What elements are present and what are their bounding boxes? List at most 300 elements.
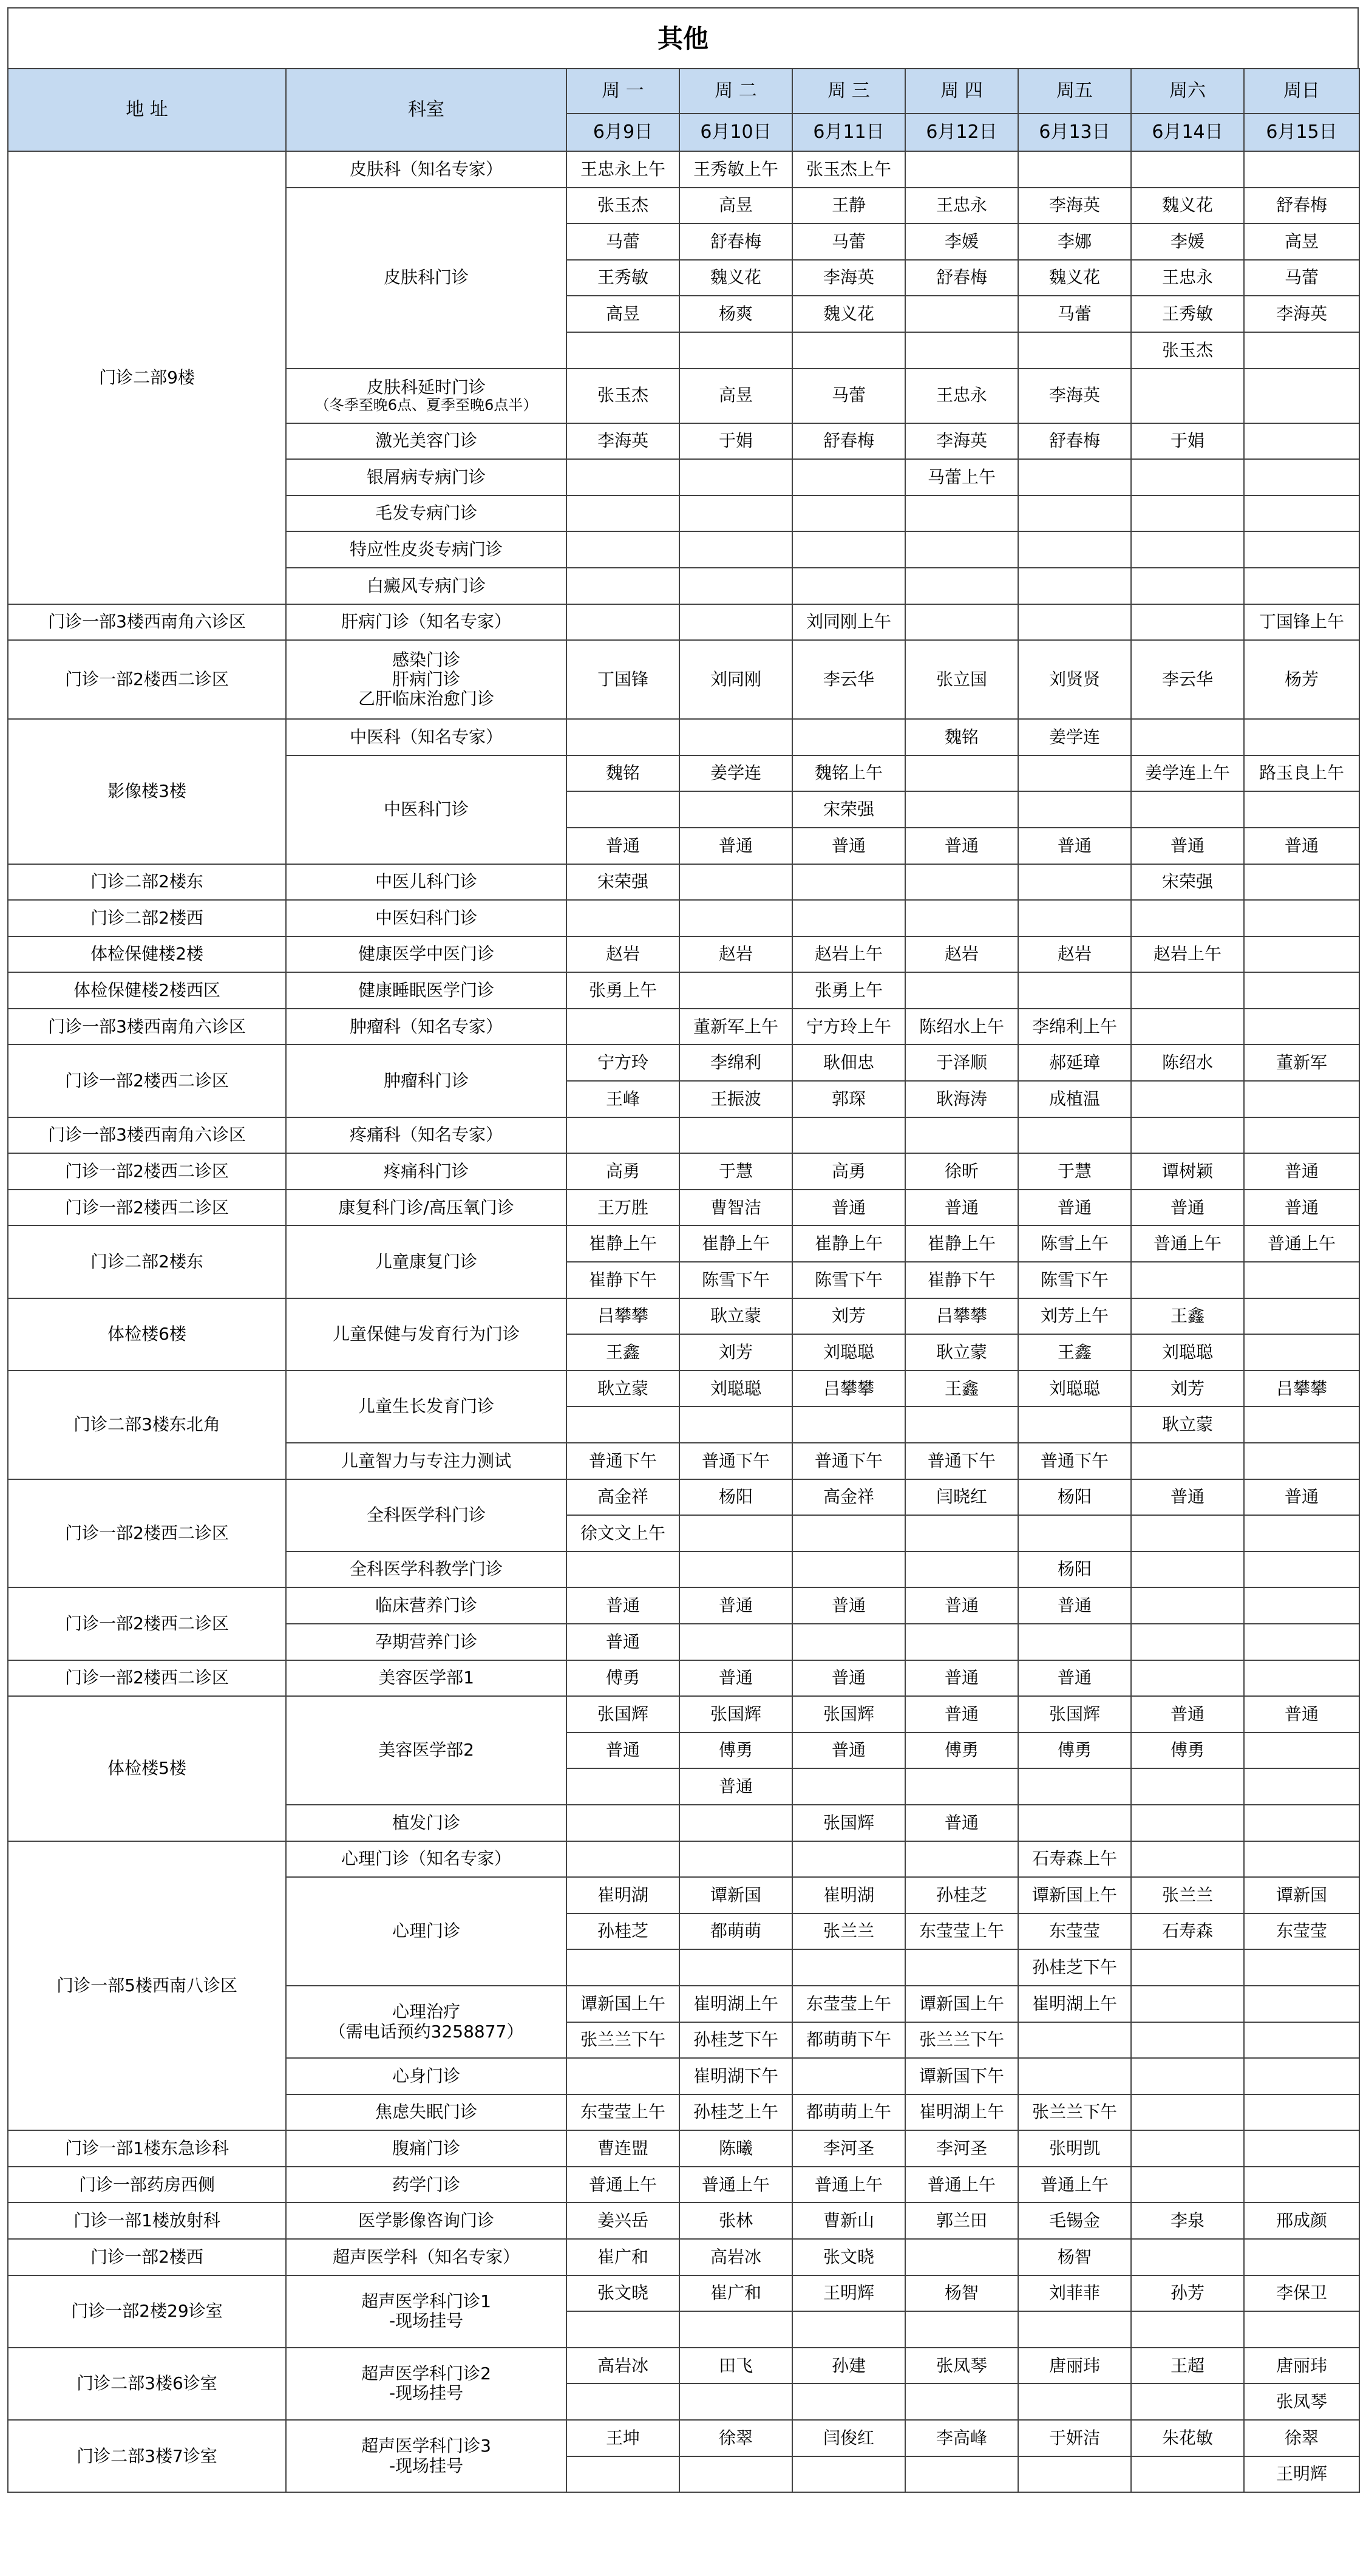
doctor-cell (905, 604, 1018, 641)
dept-cell (286, 604, 566, 641)
doctor-cell: 王鑫 (566, 1334, 679, 1371)
doctor-cell: 姜学连上午 (1131, 755, 1244, 792)
doctor-cell (1244, 369, 1359, 423)
dept-name-line: -现场挂号 (389, 2383, 464, 2404)
doctor-cell: 普通 (1131, 1190, 1244, 1226)
dept-name-line: 肝病门诊 (392, 669, 460, 690)
doctor-cell (1244, 1660, 1359, 1697)
doctor-cell: 宋荣强 (1131, 864, 1244, 901)
doctor-cell (1018, 151, 1131, 188)
doctor-cell: 普通 (792, 1587, 905, 1624)
doctor-cell: 马蕾 (792, 223, 905, 260)
doctor-cell (1244, 1624, 1359, 1660)
schedule-row (8, 1009, 1359, 1045)
doctor-cell: 高岩冰 (566, 2348, 679, 2384)
dept-name-line: 肝病门诊（知名专家） (341, 612, 511, 632)
doctor-cell: 宁方玲上午 (792, 1009, 905, 1045)
doctor-cell: 张国辉 (792, 1696, 905, 1733)
doctor-cell (905, 2239, 1018, 2275)
doctor-cell (1244, 936, 1359, 973)
doctor-cell (1131, 459, 1244, 496)
dept-name-line: 超声医学科门诊1 (361, 2291, 491, 2312)
schedule-row (8, 719, 1359, 755)
doctor-cell: 普通 (1131, 1479, 1244, 1516)
doctor-cell (1244, 1733, 1359, 1769)
doctor-cell: 李云华 (792, 640, 905, 719)
doctor-cell (566, 791, 679, 828)
doctor-cell (792, 459, 905, 496)
doctor-cell: 舒春梅 (1244, 188, 1359, 224)
doctor-cell (792, 568, 905, 604)
doctor-cell (1018, 2058, 1131, 2094)
dept-name-line: （冬季至晚6点、夏季至晚6点半） (314, 396, 538, 414)
doctor-cell (792, 1768, 905, 1805)
doctor-cell (792, 1406, 905, 1443)
doctor-cell: 吕攀攀 (792, 1371, 905, 1407)
dept-name-line: 全科医学科门诊 (366, 1505, 486, 1525)
doctor-cell (792, 2058, 905, 2094)
doctor-cell: 刘菲菲 (1018, 2275, 1131, 2312)
dept-name-line: -现场挂号 (389, 2311, 464, 2331)
doctor-cell: 普通 (1244, 1479, 1359, 1516)
doctor-cell: 李媛 (905, 223, 1018, 260)
doctor-cell: 傅勇 (1018, 1733, 1131, 1769)
doctor-cell: 郭琛 (792, 1081, 905, 1117)
doctor-cell (679, 900, 792, 936)
doctor-cell: 刘聪聪 (679, 1371, 792, 1407)
doctor-cell (1131, 1768, 1244, 1805)
doctor-cell (1244, 1081, 1359, 1117)
schedule-row (8, 1117, 1359, 1154)
doctor-cell: 普通下午 (792, 1443, 905, 1479)
doctor-cell (1018, 864, 1131, 901)
doctor-cell: 李绵利上午 (1018, 1009, 1131, 1045)
doctor-cell (1131, 568, 1244, 604)
doctor-cell: 普通 (679, 1660, 792, 1697)
dept-name-line: 焦虑失眠门诊 (375, 2102, 477, 2122)
doctor-cell: 吕攀攀 (1244, 1371, 1359, 1407)
doctor-cell (1131, 1443, 1244, 1479)
doctor-cell: 杨智 (905, 2275, 1018, 2312)
doctor-cell (1244, 864, 1359, 901)
doctor-cell: 高勇 (566, 1153, 679, 1190)
doctor-cell: 李云华 (1131, 640, 1244, 719)
doctor-cell: 孙桂芝下午 (679, 2022, 792, 2059)
doctor-cell (566, 531, 679, 568)
doctor-cell (1131, 369, 1244, 423)
doctor-cell (1131, 2383, 1244, 2420)
dept-name-line: 医学影像咨询门诊 (358, 2210, 494, 2231)
doctor-cell: 李泉 (1131, 2203, 1244, 2239)
doctor-cell: 崔明湖上午 (679, 1986, 792, 2022)
dept-name-line: 超声医学科（知名专家） (332, 2246, 520, 2267)
dept-cell (286, 755, 566, 864)
doctor-cell: 张勇上午 (566, 972, 679, 1009)
doctor-cell: 丁国锋 (566, 640, 679, 719)
doctor-cell: 张勇上午 (792, 972, 905, 1009)
doctor-cell (792, 531, 905, 568)
doctor-cell: 普通下午 (905, 1443, 1018, 1479)
doctor-cell: 崔静上午 (905, 1225, 1018, 1262)
doctor-cell: 普通 (1244, 1190, 1359, 1226)
doctor-cell (1131, 531, 1244, 568)
doctor-cell: 普通上午 (905, 2167, 1018, 2203)
doctor-cell: 普通 (905, 1660, 1018, 1697)
doctor-cell: 吕攀攀 (905, 1298, 1018, 1335)
doctor-cell: 曹连盟 (566, 2130, 679, 2167)
doctor-cell: 李媛 (1131, 223, 1244, 260)
doctor-cell (566, 332, 679, 369)
doctor-cell: 耿立蒙 (566, 1371, 679, 1407)
doctor-cell: 赵岩 (679, 936, 792, 973)
doctor-cell (1131, 1262, 1244, 1298)
doctor-cell (1018, 568, 1131, 604)
doctor-cell: 张凤琴 (1244, 2383, 1359, 2420)
doctor-cell: 普通 (566, 1733, 679, 1769)
doctor-cell (566, 1009, 679, 1045)
doctor-cell (1018, 972, 1131, 1009)
doctor-cell (1131, 2456, 1244, 2493)
address-cell: 门诊一部1楼放射科 (8, 2203, 286, 2239)
doctor-cell: 高金祥 (566, 1479, 679, 1516)
doctor-cell: 王秀敏 (1131, 296, 1244, 332)
dept-cell (286, 568, 566, 604)
doctor-cell: 邢成颜 (1244, 2203, 1359, 2239)
dept-cell (286, 459, 566, 496)
doctor-cell: 普通 (1244, 1153, 1359, 1190)
doctor-cell: 崔明湖 (566, 1877, 679, 1913)
doctor-cell: 王峰 (566, 1081, 679, 1117)
doctor-cell: 普通 (679, 828, 792, 864)
doctor-cell (792, 1117, 905, 1154)
doctor-cell: 张明凯 (1018, 2130, 1131, 2167)
doctor-cell (1131, 2022, 1244, 2059)
doctor-cell (1131, 1841, 1244, 1878)
doctor-cell: 普通 (1018, 1587, 1131, 1624)
doctor-cell: 耿立蒙 (679, 1298, 792, 1335)
dept-cell (286, 640, 566, 719)
dept-cell (286, 1877, 566, 1986)
doctor-cell: 丁国锋上午 (1244, 604, 1359, 641)
doctor-cell (1131, 2167, 1244, 2203)
doctor-cell: 舒春梅 (792, 423, 905, 460)
doctor-cell: 刘芳 (679, 1334, 792, 1371)
dept-name-line: 肿瘤科门诊 (383, 1070, 469, 1091)
dept-cell (286, 2058, 566, 2094)
dept-name-line: 康复科门诊/高压氧门诊 (338, 1197, 514, 1218)
dept-name-line: 中医科（知名专家） (349, 726, 503, 747)
doctor-cell (566, 1552, 679, 1588)
dept-name-line: 孕期营养门诊 (375, 1631, 477, 1652)
doctor-cell: 毛锡金 (1018, 2203, 1131, 2239)
schedule-table (7, 68, 1360, 2493)
doctor-cell (679, 1406, 792, 1443)
doctor-cell: 马蕾 (792, 369, 905, 423)
doctor-cell: 耿立蒙 (905, 1334, 1018, 1371)
doctor-cell: 张玉杰 (1131, 332, 1244, 369)
header-dept: 科室 (286, 69, 566, 151)
doctor-cell (905, 1515, 1018, 1552)
doctor-cell (1244, 1515, 1359, 1552)
doctor-cell: 谭新国下午 (905, 2058, 1018, 2094)
doctor-cell (679, 1515, 792, 1552)
doctor-cell (1244, 531, 1359, 568)
dept-cell (286, 936, 566, 973)
doctor-cell (1244, 719, 1359, 755)
doctor-cell (1018, 531, 1131, 568)
doctor-cell (905, 531, 1018, 568)
doctor-cell (792, 864, 905, 901)
doctor-cell: 王坤 (566, 2420, 679, 2456)
dept-name-line: 植发门诊 (392, 1812, 460, 1833)
dept-cell (286, 2420, 566, 2492)
doctor-cell (792, 2311, 905, 2348)
doctor-cell: 赵岩上午 (1131, 936, 1244, 973)
doctor-cell (1018, 604, 1131, 641)
schedule-row (8, 2275, 1359, 2312)
doctor-cell: 王振波 (679, 1081, 792, 1117)
doctor-cell: 王秀敏上午 (679, 151, 792, 188)
dept-name-line: 美容医学部2 (378, 1740, 474, 1760)
header-weekday: 周 二 (679, 69, 792, 114)
doctor-cell: 魏义花 (1018, 260, 1131, 296)
doctor-cell: 东莹莹上午 (792, 1986, 905, 2022)
doctor-cell (1131, 1949, 1244, 1986)
doctor-cell: 陈雪下午 (679, 1262, 792, 1298)
dept-name-line: 超声医学科门诊3 (361, 2436, 491, 2456)
doctor-cell (1244, 1117, 1359, 1154)
doctor-cell: 张国辉 (679, 1696, 792, 1733)
doctor-cell (905, 1841, 1018, 1878)
doctor-cell: 陈雪上午 (1018, 1225, 1131, 1262)
address-cell: 门诊一部3楼西南角六诊区 (8, 604, 286, 641)
schedule-row (8, 640, 1359, 719)
dept-name-line: 美容医学部1 (378, 1668, 474, 1688)
doctor-cell: 李河圣 (905, 2130, 1018, 2167)
doctor-cell (905, 1406, 1018, 1443)
schedule-row (8, 1225, 1359, 1262)
doctor-cell: 路玉良上午 (1244, 755, 1359, 792)
doctor-cell: 张文晓 (566, 2275, 679, 2312)
doctor-cell (1131, 1805, 1244, 1841)
doctor-cell (905, 1624, 1018, 1660)
doctor-cell: 陈曦 (679, 2130, 792, 2167)
schedule-row (8, 2420, 1359, 2456)
dept-cell (286, 1660, 566, 1697)
doctor-cell: 于娟 (1131, 423, 1244, 460)
dept-cell (286, 531, 566, 568)
doctor-cell (1244, 568, 1359, 604)
schedule-sheet (7, 7, 1359, 2493)
doctor-cell (1244, 2167, 1359, 2203)
dept-name-line: 儿童保健与发育行为门诊 (332, 1324, 520, 1344)
doctor-cell: 崔静上午 (566, 1225, 679, 1262)
doctor-cell: 王忠永 (905, 188, 1018, 224)
doctor-cell (679, 531, 792, 568)
doctor-cell (1244, 1805, 1359, 1841)
header-weekday: 周日 (1244, 69, 1359, 114)
doctor-cell (1131, 1552, 1244, 1588)
doctor-cell (1131, 1081, 1244, 1117)
header-date: 6月9日 (566, 114, 679, 151)
doctor-cell (566, 496, 679, 532)
doctor-cell (1244, 2311, 1359, 2348)
doctor-cell: 高昱 (679, 369, 792, 423)
doctor-cell: 普通上午 (566, 2167, 679, 2203)
dept-name-line: 心理门诊 (392, 1921, 460, 1941)
address-cell: 体检楼6楼 (8, 1298, 286, 1371)
schedule-row (8, 1153, 1359, 1190)
doctor-cell: 刘聪聪 (792, 1334, 905, 1371)
schedule-row (8, 864, 1359, 901)
doctor-cell (1018, 1624, 1131, 1660)
doctor-cell (1018, 1515, 1131, 1552)
doctor-cell: 刘同刚 (679, 640, 792, 719)
doctor-cell: 王秀敏 (566, 260, 679, 296)
doctor-cell (566, 1805, 679, 1841)
doctor-cell: 张玉杰 (566, 369, 679, 423)
dept-cell (286, 1805, 566, 1841)
doctor-cell: 舒春梅 (905, 260, 1018, 296)
doctor-cell: 谭新国上午 (1018, 1877, 1131, 1913)
dept-name-line: 心理门诊（知名专家） (341, 1849, 511, 1869)
address-cell: 门诊一部2楼西二诊区 (8, 1044, 286, 1117)
doctor-cell (792, 1949, 905, 1986)
doctor-cell (1244, 2058, 1359, 2094)
doctor-cell: 张立国 (905, 640, 1018, 719)
dept-name-line: 肿瘤科（知名专家） (349, 1016, 503, 1037)
doctor-cell: 李河圣 (792, 2130, 905, 2167)
doctor-cell: 张国辉 (792, 1805, 905, 1841)
doctor-cell: 陈绍水 (1131, 1044, 1244, 1081)
doctor-cell (792, 719, 905, 755)
address-cell: 门诊二部2楼东 (8, 1225, 286, 1298)
doctor-cell (905, 2311, 1018, 2348)
schedule-row (8, 1587, 1359, 1624)
dept-cell (286, 2094, 566, 2131)
doctor-cell: 李高峰 (905, 2420, 1018, 2456)
schedule-row (8, 1479, 1359, 1516)
header-weekday: 周 一 (566, 69, 679, 114)
doctor-cell: 于泽顺 (905, 1044, 1018, 1081)
doctor-cell: 杨阳 (1018, 1479, 1131, 1516)
doctor-cell: 陈绍水上午 (905, 1009, 1018, 1045)
doctor-cell: 李海英 (1018, 188, 1131, 224)
doctor-cell: 普通 (905, 1696, 1018, 1733)
doctor-cell: 李海英 (1244, 296, 1359, 332)
doctor-cell (566, 2383, 679, 2420)
doctor-cell (1244, 2130, 1359, 2167)
schedule-row (8, 2130, 1359, 2167)
dept-cell (286, 151, 566, 188)
dept-name-line: 健康睡眠医学门诊 (358, 980, 494, 1000)
doctor-cell: 王鑫 (1131, 1298, 1244, 1335)
dept-name-line: 中医妇科门诊 (375, 907, 477, 928)
doctor-cell: 魏铭 (566, 755, 679, 792)
doctor-cell (1131, 1587, 1244, 1624)
doctor-cell: 高勇 (792, 1153, 905, 1190)
doctor-cell: 普通上午 (792, 2167, 905, 2203)
doctor-cell (1018, 459, 1131, 496)
dept-name-line: （需电话预约3258877） (328, 2021, 524, 2042)
doctor-cell (1244, 332, 1359, 369)
doctor-cell (679, 1949, 792, 1986)
doctor-cell: 魏义花 (792, 296, 905, 332)
doctor-cell (1131, 1117, 1244, 1154)
doctor-cell: 耿立蒙 (1131, 1406, 1244, 1443)
address-cell: 门诊一部2楼29诊室 (8, 2275, 286, 2348)
doctor-cell (1244, 1334, 1359, 1371)
doctor-cell: 普通 (792, 1733, 905, 1769)
doctor-cell: 普通 (566, 828, 679, 864)
doctor-cell: 于妍洁 (1018, 2420, 1131, 2456)
doctor-cell (1244, 496, 1359, 532)
doctor-cell: 张林 (679, 2203, 792, 2239)
doctor-cell (1131, 1624, 1244, 1660)
doctor-cell: 李海英 (905, 423, 1018, 460)
address-cell: 门诊二部2楼西 (8, 900, 286, 936)
address-cell: 门诊二部3楼东北角 (8, 1371, 286, 1479)
doctor-cell: 普通 (1131, 1696, 1244, 1733)
doctor-cell (1244, 1587, 1359, 1624)
doctor-cell: 曹智洁 (679, 1190, 792, 1226)
doctor-cell (566, 1117, 679, 1154)
header-weekday: 周 四 (905, 69, 1018, 114)
doctor-cell (566, 459, 679, 496)
address-cell: 门诊一部药房西侧 (8, 2167, 286, 2203)
schedule-row (8, 2203, 1359, 2239)
schedule-row (8, 604, 1359, 641)
address-cell: 门诊二部3楼6诊室 (8, 2348, 286, 2420)
doctor-cell: 郝延璋 (1018, 1044, 1131, 1081)
doctor-cell (1244, 900, 1359, 936)
doctor-cell: 傅勇 (566, 1660, 679, 1697)
dept-name-line: 健康医学中医门诊 (358, 944, 494, 964)
dept-cell (286, 423, 566, 460)
doctor-cell: 东莹莹上午 (566, 2094, 679, 2131)
doctor-cell: 宋荣强 (792, 791, 905, 828)
doctor-cell (1018, 791, 1131, 828)
doctor-cell: 王超 (1131, 2348, 1244, 2384)
dept-cell (286, 1225, 566, 1298)
address-cell: 门诊二部2楼东 (8, 864, 286, 901)
doctor-cell: 李海英 (566, 423, 679, 460)
dept-name-line: 白癜风专病门诊 (366, 575, 486, 596)
doctor-cell (1131, 1986, 1244, 2022)
doctor-cell: 徐文文上午 (566, 1515, 679, 1552)
doctor-cell (1244, 459, 1359, 496)
address-cell: 门诊一部3楼西南角六诊区 (8, 1009, 286, 1045)
doctor-cell: 徐翠 (1244, 2420, 1359, 2456)
doctor-cell (566, 604, 679, 641)
doctor-cell (1018, 2383, 1131, 2420)
doctor-cell (1131, 2311, 1244, 2348)
doctor-cell: 普通 (905, 828, 1018, 864)
doctor-cell (566, 1768, 679, 1805)
dept-cell (286, 1009, 566, 1045)
dept-name-line: 临床营养门诊 (375, 1595, 477, 1616)
doctor-cell (1018, 2311, 1131, 2348)
doctor-cell: 普通 (792, 1190, 905, 1226)
doctor-cell: 马蕾 (1244, 260, 1359, 296)
doctor-cell: 李海英 (792, 260, 905, 296)
doctor-cell (1244, 791, 1359, 828)
dept-cell (286, 2167, 566, 2203)
dept-cell (286, 1587, 566, 1624)
doctor-cell: 谭新国上午 (566, 1986, 679, 2022)
doctor-cell (1244, 1552, 1359, 1588)
doctor-cell: 普通下午 (566, 1443, 679, 1479)
